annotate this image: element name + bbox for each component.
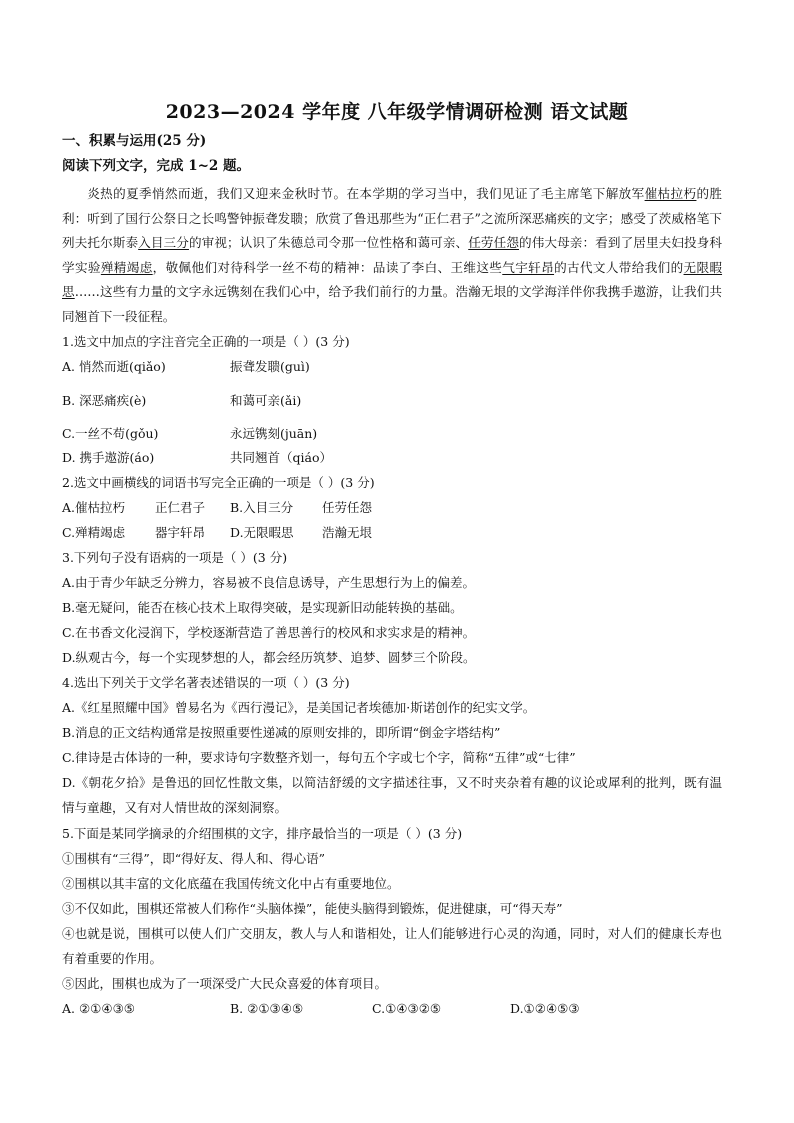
q2-stem: 2.选文中画横线的词语书写完全正确的一项是（ ）(3 分) [62, 475, 375, 490]
passage-text: 的伟大母亲：看到了居里夫妇投身科学实验 [62, 235, 723, 275]
q5-option-d: D.①②④⑤③ [510, 1001, 580, 1016]
q2-option-c-word2: 器宇轩昂 [155, 525, 206, 540]
q1-option-b-word2: 和蔼可亲(ǎi) [230, 393, 302, 408]
passage-text: ……这些有力量的文字永远镌刻在我们心中，给予我们前行的力量。浩瀚无垠的文学海洋伴你我携手遨游，让我们共同翘首下一段征程。 [62, 284, 723, 324]
q3-stem: 3.下列句子没有语病的一项是（ ）(3 分) [62, 550, 288, 565]
q1-option-c-word2: 永远镌刻(juān) [230, 426, 318, 441]
q3-option-b: B.毫无疑问，能否在核心技术上取得突破，是实现新旧动能转换的基础。 [62, 600, 463, 615]
underlined-word: 任劳任怨 [468, 235, 520, 251]
q5-option-a: A. ②①④③⑤ [62, 1001, 136, 1016]
q5-sentence-3: ③不仅如此，围棋还常被人们称作“头脑体操”，能使头脑得到锻炼，促进健康，可“得天寿” [62, 901, 563, 916]
q5-sentence-2: ②围棋以其丰富的文化底蕴在我国传统文化中占有重要地位。 [62, 876, 400, 891]
q4-option-a: A.《红星照耀中国》曾易名为《西行漫记》，是美国记者埃德加·斯诺创作的纪实文学。 [62, 700, 536, 715]
q1-option-c: C.一丝不苟(gǒu) [62, 426, 159, 441]
q3-option-a: A.由于青少年缺乏分辨力，容易被不良信息诱导，产生思想行为上的偏差。 [62, 575, 476, 590]
q5-option-c: C.①④③②⑤ [372, 1001, 442, 1016]
passage-text: ，敬佩他们对待科学一丝不苟的精神：品读了李白、王维这些 [152, 259, 503, 275]
passage-text: 的古代文人带给我们的 [554, 259, 684, 275]
q2-option-a-word2: 正仁君子 [155, 500, 206, 515]
q1-stem: 1.选文中加点的字注音完全正确的一项是（ ）(3 分) [62, 334, 350, 349]
reading-passage [62, 182, 722, 330]
passage-text: 的胜利：听到了国行公祭日之长鸣警钟振聋发聩；欣赏了鲁迅那些为“正仁君子”之流所深恶痛疾的文字；感受了茨威格笔下列夫托尔斯泰 [62, 186, 723, 251]
q4-option-b: B.消息的正文结构通常是按照重要性递减的原则安排的，即所谓“倒金字塔结构” [62, 725, 501, 740]
q5-stem: 5.下面是某同学摘录的介绍围棋的文字，排序最恰当的一项是（ ）(3 分) [62, 826, 463, 841]
q3-option-c: C.在书香文化浸润下，学校逐渐营造了善思善行的校风和求实求是的精神。 [62, 625, 476, 640]
q1-option-b: B. 深恶痛疾(è) [62, 393, 147, 408]
underlined-word: 无限暇思 [62, 259, 723, 300]
q2-option-b: B.入目三分 [230, 500, 294, 515]
passage-text: 的审视；认识了朱德总司令那一位性格和蔼可亲、 [188, 235, 469, 251]
q2-option-d: D.无限暇思 [230, 525, 294, 540]
underlined-word: 催枯拉朽 [644, 186, 697, 201]
q4-stem: 4.选出下列关于文学名著表述错误的一项（ ）(3 分) [62, 675, 350, 690]
underlined-word: 气宇轩昂 [502, 259, 555, 275]
section-heading: 一、积累与运用(25 分) [62, 133, 207, 149]
q1-option-d-word2: 共同翘首（qiáo） [230, 450, 332, 465]
q4-option-c: C.律诗是古体诗的一种，要求诗句字数整齐划一，每句五个字或七个字，简称“五律”或“七律” [62, 750, 576, 765]
q1-option-d: D. 携手遨游(áo) [62, 450, 155, 465]
q2-option-c: C.殚精竭虑 [62, 525, 126, 540]
exam-title: 2023—2024 学年度 八年级学情调研检测 语文试题 [165, 101, 629, 123]
q4-option-d: D.《朝花夕拾》是鲁迅的回忆性散文集，以简洁舒缓的文字描述往事，又不时夹杂着有趣的议论或犀利的批判，既有温情与童趣，又有对人情世故的深刻洞察。 [62, 775, 722, 815]
q5-sentence-4: ④也就是说，围棋可以使人们广交朋友，教人与人和谐相处，让人们能够进行心灵的沟通，同时，对人们的健康长寿也有着重要的作用。 [62, 926, 722, 966]
q1-option-a: A. 悄然而逝(qiǎo) [62, 359, 166, 374]
passage-text: 炎热的夏季悄然而逝，我们又迎来金秋时节。在本学期的学习当中，我们见证了毛主席笔下解放军 [87, 186, 645, 201]
q2-option-b-word2: 任劳任怨 [322, 500, 373, 515]
q5-sentence-5: ⑤因此，围棋也成为了一项深受广大民众喜爱的体育项目。 [62, 976, 388, 991]
q5-option-b: B. ②①③④⑤ [230, 1001, 304, 1016]
reading-instruction: 阅读下列文字，完成 1~2 题。 [62, 158, 250, 174]
q2-option-d-word2: 浩瀚无垠 [322, 525, 373, 540]
q3-option-d: D.纵观古今，每一个实现梦想的人，都会经历筑梦、追梦、圆梦三个阶段。 [62, 650, 476, 665]
q2-option-a: A.催枯拉朽 [62, 500, 126, 515]
q5-sentence-1: ①围棋有“三得”，即“得好友、得人和、得心语” [62, 851, 326, 866]
underlined-word: 殚精竭虑 [100, 259, 153, 275]
q1-option-a-word2: 振聋发聩(guì) [230, 359, 310, 374]
underlined-word: 入目三分 [138, 235, 189, 251]
